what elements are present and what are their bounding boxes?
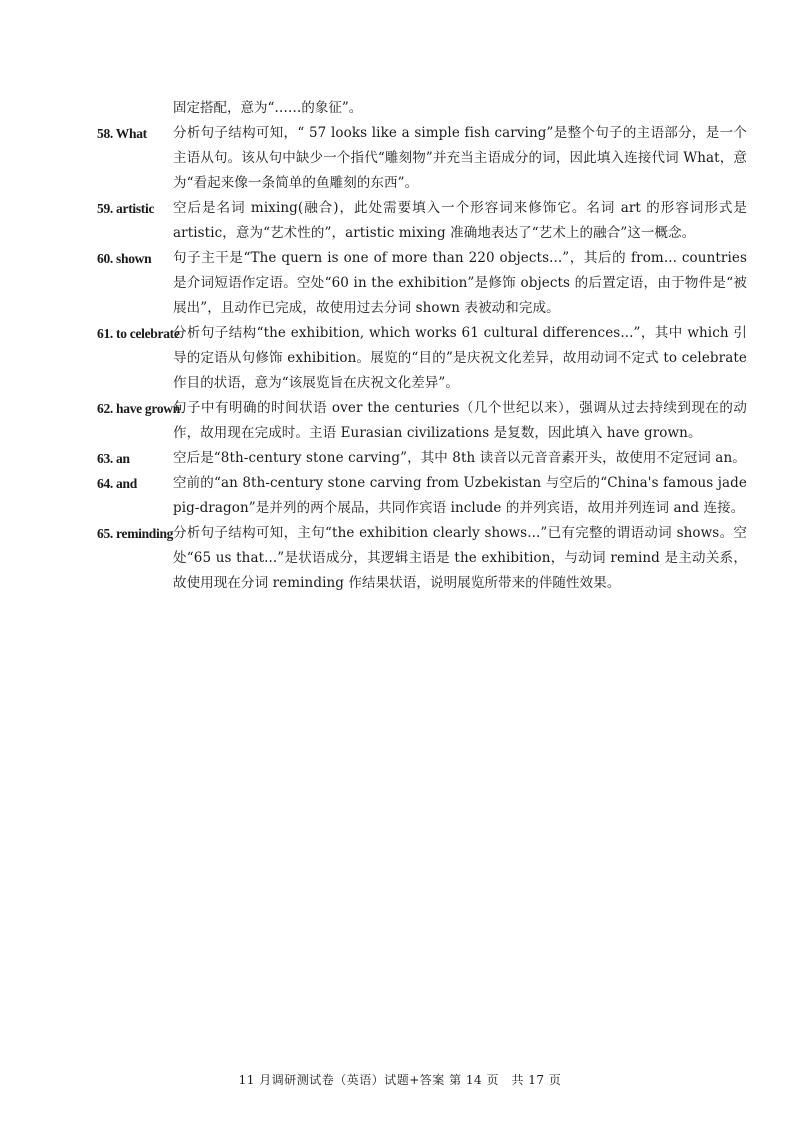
answer-label: 61. to celebrate (97, 326, 180, 341)
answer-label: 64. and (97, 476, 137, 491)
answer-explanation: 空后是“8th-century stone carving”，其中 8th 读音以元音音素开头，故使用不定冠词 an。 (173, 450, 746, 466)
answer-entry-61 (97, 321, 747, 396)
answer-label: 62. have grown (97, 401, 180, 416)
answer-entry-62 (97, 396, 747, 446)
continuation-line: 固定搭配，意为“……的象征”。 (173, 100, 363, 116)
answer-entry-65 (97, 521, 747, 596)
answer-explanation: 分析句子结构可知，主句“the exhibition clearly shows...”已有完整的谓语动词 shows。空处“65 us that...”是状语成分，其逻辑主语是 the exhibition，与动词 remind 是主动关系，故使用现在分词 reminding 作结果状语，说明展览所带来的伴随性效果。 (173, 525, 747, 591)
answer-entry-60 (97, 246, 747, 321)
page-footer: 11 月调研测试卷（英语）试题+答案 第 14 页 共 17 页 (238, 1073, 562, 1087)
answer-label: 63. an (97, 451, 130, 466)
answer-list (97, 121, 747, 596)
answer-entry-63 (97, 446, 747, 471)
answer-label: 65. reminding (97, 526, 174, 541)
answer-entry-59 (97, 196, 747, 246)
answer-label: 59. artistic (97, 201, 155, 216)
answer-label: 58. What (97, 126, 147, 141)
answer-explanation: 分析句子结构可知，“ 57 looks like a simple fish carving”是整个句子的主语部分，是一个主语从句。该从句中缺少一个指代“雕刻物”并充当主语成分的词，因此填入连接代词 What，意为“看起来像一条简单的鱼雕刻的东西”。 (173, 125, 747, 191)
answer-entry-58 (97, 121, 747, 196)
answer-entry-64 (97, 471, 747, 521)
answer-explanation: 空后是名词 mixing(融合)，此处需要填入一个形容词来修饰它。名词 art 的形容词形式是 artistic，意为“艺术性的”，artistic mixing 准确地表达了“艺术上的融合”这一概念。 (173, 200, 747, 241)
answer-label: 60. shown (97, 251, 152, 266)
answer-explanation: 分析句子结构“the exhibition, which works 61 cultural differences...”，其中 which 引导的定语从句修饰 exhibition。展览的“目的”是庆祝文化差异，故用动词不定式 to celebrate 作目的状语，意为“该展览旨在庆祝文化差异”。 (173, 325, 747, 391)
answer-explanation: 空前的“an 8th-century stone carving from Uzbekistan 与空后的“China's famous jade pig-dragon”是并列的两个展品，共同作宾语 include 的并列宾语，故用并列连词 and 连接。 (173, 475, 747, 516)
answer-explanation: 句子主干是“The quern is one of more than 220 objects...”，其后的 from... countries 是介词短语作定语。空处“60 in the exhibition”是修饰 objects 的后置定语，由于物件是“被展出”，且动作已完成，故使用过去分词 shown 表被动和完成。 (173, 250, 747, 316)
answer-explanation: 句子中有明确的时间状语 over the centuries（几个世纪以来），强调从过去持续到现在的动作，故用现在完成时。主语 Eurasian civilizations 是复数，因此填入 have grown。 (173, 400, 747, 441)
